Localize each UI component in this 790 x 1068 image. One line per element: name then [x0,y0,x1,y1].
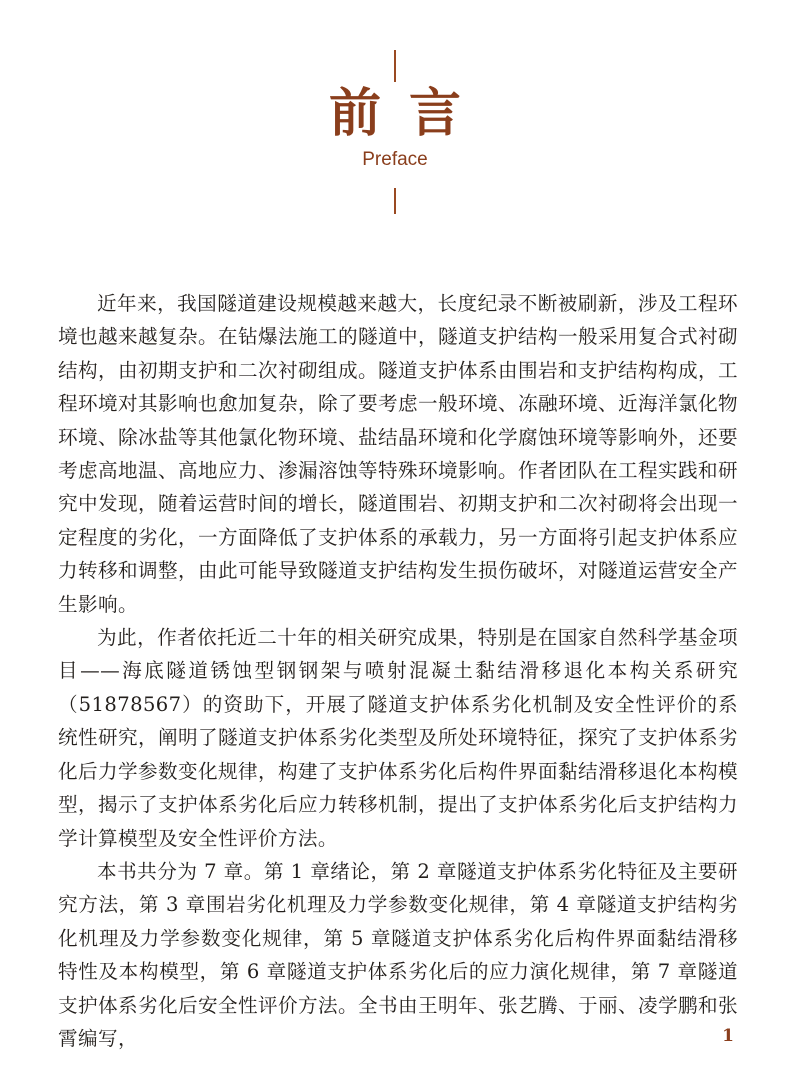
page-subtitle: Preface [362,149,428,170]
page-title: 前言 [328,83,489,144]
top-decorative-rule [394,50,396,82]
preface-body [58,287,738,1055]
paragraph-2: 为此，作者依托近二十年的相关研究成果，特别是在国家自然科学基金项目——海底隧道锈蚀型钢钢架与喷射混凝土黏结滑移退化本构关系研究（51878567）的资助下，开展了隧道支护体系劣化机制及安全性评价的系统性研究，阐明了隧道支护体系劣化类型及所处环境特征，探究了支护体系劣化后力学参数变化规律，构建了支护体系劣化后构件界面黏结滑移退化本构模型，揭示了支护体系劣化后应力转移机制，提出了支护体系劣化后支护结构力学计算模型及安全性评价方法。 [58,626,738,850]
paragraph-1: 近年来，我国隧道建设规模越来越大，长度纪录不断被刷新，涉及工程环境也越来越复杂。在钻爆法施工的隧道中，隧道支护结构一般采用复合式衬砌结构，由初期支护和二次衬砌组成。隧道支护体系由围岩和支护结构构成，工程环境对其影响也愈加复杂，除了要考虑一般环境、冻融环境、近海洋氯化物环境、除冰盐等其他氯化物环境、盐结晶环境和化学腐蚀环境等影响外，还要考虑高地温、高地应力、渗漏溶蚀等特殊环境影响。作者团队在工程实践和研究中发现，随着运营时间的增长，隧道围岩、初期支护和二次衬砌将会出现一定程度的劣化，一方面降低了支护体系的承载力，另一方面将引起支护体系应力转移和调整，由此可能导致隧道支护结构发生损伤破坏，对隧道运营安全产生影响。 [58,292,738,616]
paragraph-3: 本书共分为 7 章。第 1 章绪论，第 2 章隧道支护体系劣化特征及主要研究方法，第 3 章围岩劣化机理及力学参数变化规律，第 4 章隧道支护结构劣化机理及力学参数变化规律，第 5 章隧道支护体系劣化后构件界面黏结滑移特性及本构模型，第 6 章隧道支护体系劣化后的应力演化规律，第 7 章隧道支护体系劣化后安全性评价方法。全书由王明年、张艺腾、于丽、凌学鹏和张霄编写， [58,859,738,1050]
page-number: 1 [722,1026,734,1046]
bottom-decorative-rule [394,188,396,214]
